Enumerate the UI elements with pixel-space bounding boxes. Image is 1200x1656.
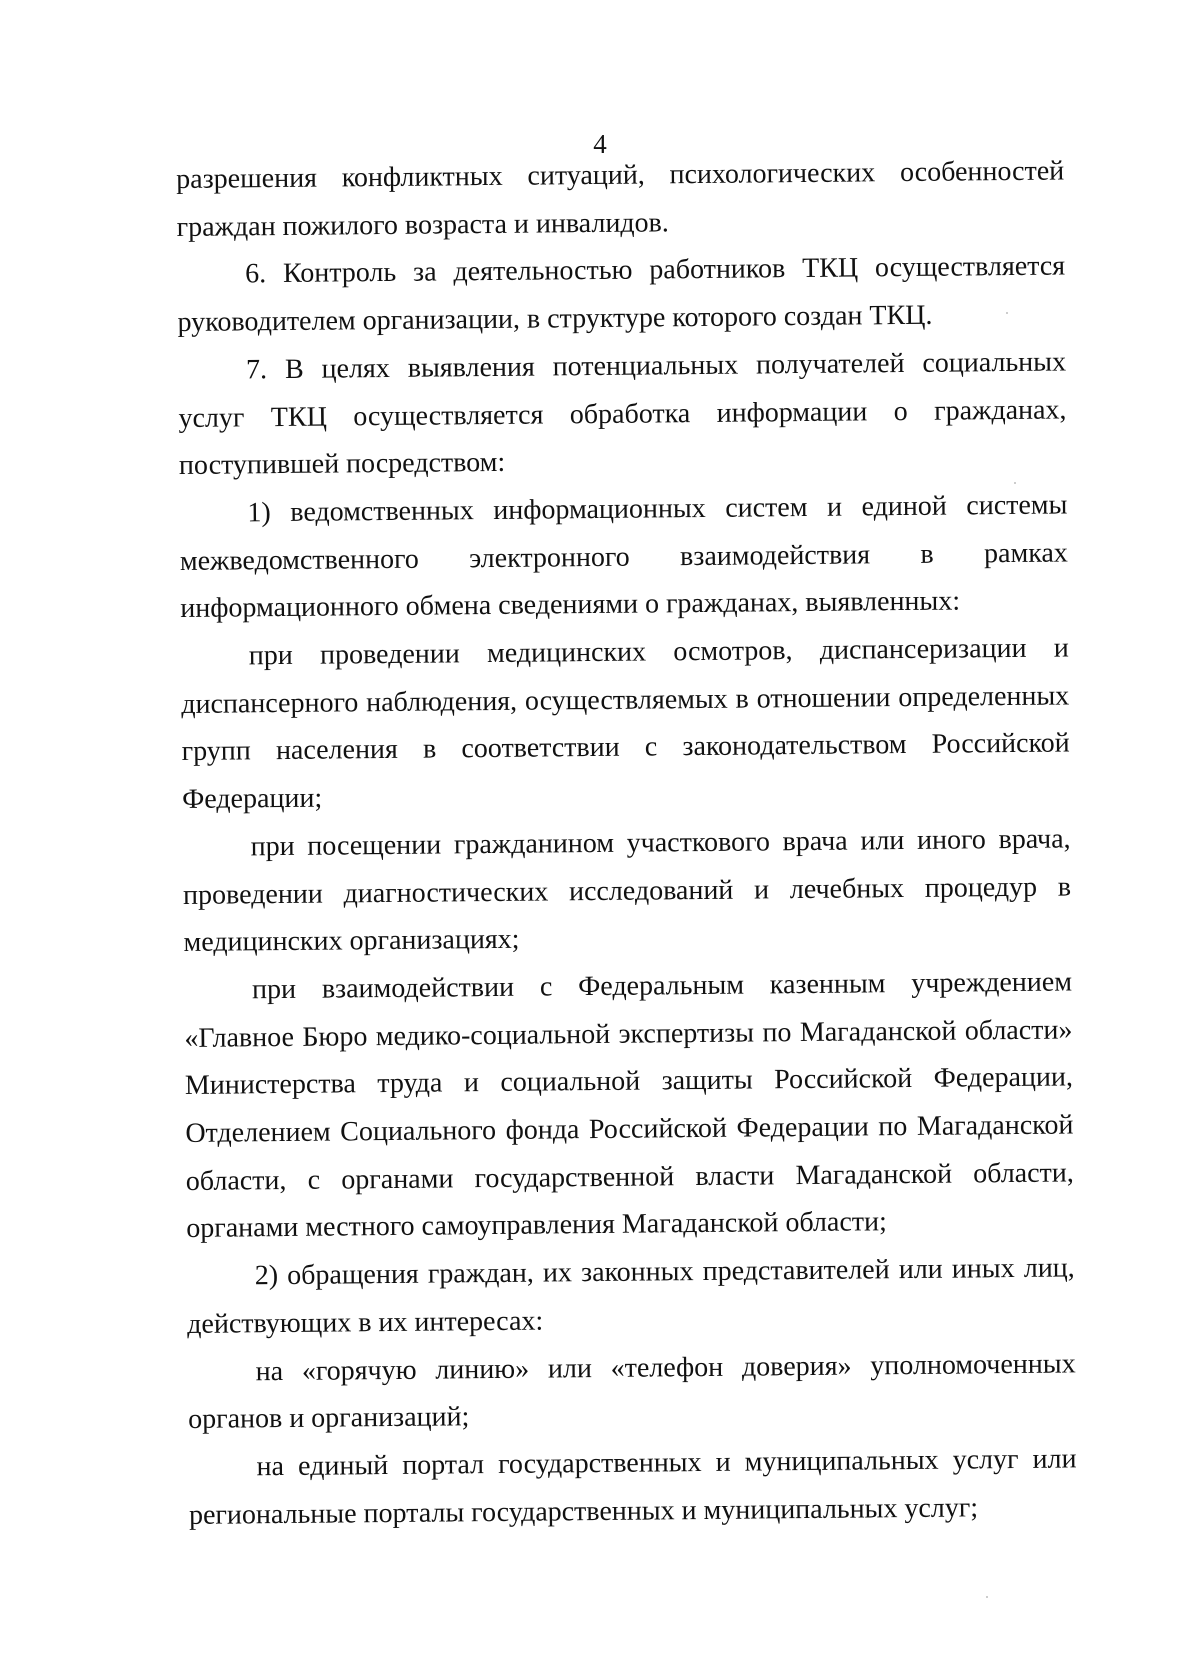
paragraph-doctor-visits: при посещении гражданином участкового врача или иного врача, проведении диагностических исследований и лечебных процедур в медицинских организациях; bbox=[182, 823, 1072, 959]
scan-speck bbox=[986, 1596, 988, 1598]
paragraph-subitem-2: 2) обращения граждан, их законных представителей или иных лиц, действующих в их интересах: bbox=[187, 1252, 1075, 1340]
paragraph-item-7: 7. В целях выявления потенциальных получателей социальных услуг ТКЦ осуществляется обработка информации о гражданах, поступившей посредством: bbox=[178, 346, 1067, 482]
paragraph-continuation: разрешения конфликтных ситуаций, психологических особенностей граждан пожилого возраста и инвалидов. bbox=[176, 155, 1065, 243]
scan-speck bbox=[1006, 312, 1008, 314]
paragraph-hotline: на «горячую линию» или «телефон доверия» уполномоченных органов и организаций; bbox=[187, 1347, 1076, 1436]
paragraph-gov-portal: на единый портал государственных и муниципальных услуг или региональные порталы государственных и муниципальных услуг; bbox=[188, 1443, 1077, 1531]
paragraph-item-6: 6. Контроль за деятельностью работников ТКЦ осуществляется руководителем организации, в структуре которого создан ТКЦ. bbox=[177, 250, 1066, 339]
page-number: 4 bbox=[593, 129, 607, 159]
paragraph-interaction-agencies: при взаимодействии с Федеральным казенным учреждением «Главное Бюро медико-социальной экспертизы по Магаданской области» Министерства труда и социальной защиты Российской Федерации, Отделением Социального фонда Российской Федерации по Магаданской области, с органами государственной власти Магаданской области, органами местного самоуправления Магаданской области; bbox=[184, 966, 1074, 1245]
document-body bbox=[176, 147, 1077, 1539]
paragraph-subitem-1: 1) ведомственных информационных систем и единой системы межведомственного электронного взаимодействия в рамках информационного обмена сведениями о гражданах, выявленных: bbox=[179, 489, 1068, 625]
scan-speck bbox=[1014, 482, 1016, 484]
paragraph-medical-examinations: при проведении медицинских осмотров, диспансеризации и диспансерного наблюдения, осуществляемых в отношении определенных групп населения в соответствии с законодательством Российской Федерации; bbox=[181, 632, 1070, 816]
